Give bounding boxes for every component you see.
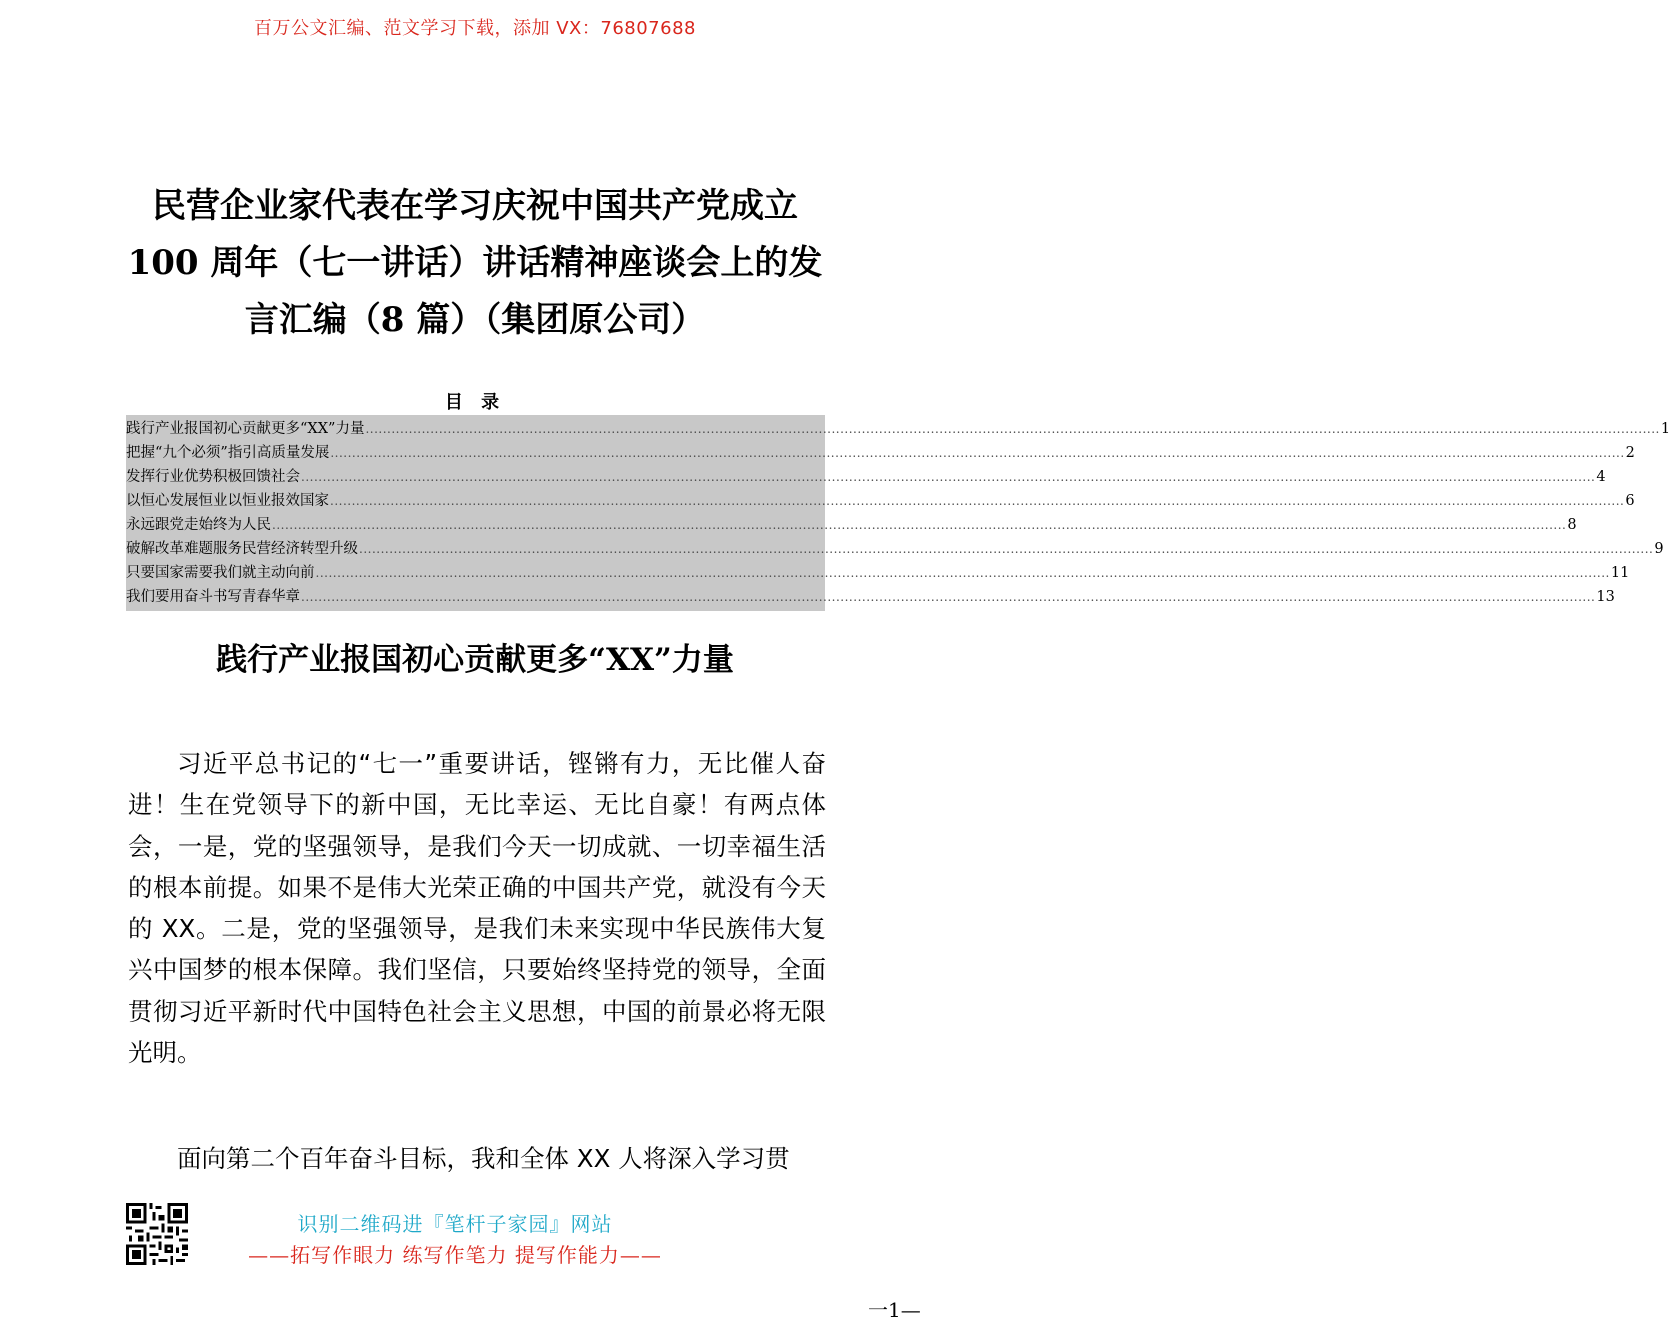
- toc-entry-page: 2: [1625, 445, 1635, 461]
- qr-code-icon: [126, 1203, 188, 1265]
- toc-entry-page: 4: [1596, 469, 1606, 485]
- toc-entry-title: 践行产业报国初心贡献更多“XX”力量: [126, 421, 365, 437]
- footer-website-line: 识别二维码进『笔杆子家园』网站: [297, 1212, 613, 1236]
- toc-leader-dots: ............................................................................................................................................................................................................................................................................................................: [301, 590, 1596, 604]
- toc-entry[interactable]: [126, 417, 1670, 441]
- toc-entry[interactable]: [126, 441, 1635, 465]
- toc-entry[interactable]: [126, 537, 1664, 561]
- toc-entry[interactable]: [126, 561, 1630, 585]
- toc-entry-title: 把握“九个必须”指引高质量发展: [126, 445, 330, 461]
- toc-entry-title: 发挥行业优势积极回馈社会: [126, 469, 300, 485]
- toc-entry[interactable]: [126, 489, 1635, 513]
- toc-heading: 目 录: [444, 392, 506, 413]
- toc-entry-title: 我们要用奋斗书写青春华章: [126, 589, 300, 605]
- toc-entry-page: 8: [1567, 517, 1577, 533]
- table-of-contents: [126, 415, 1670, 611]
- toc-leader-dots: ............................................................................................................................................................................................................................................................................................................: [330, 446, 1625, 460]
- header-banner: 百万公文汇编、范文学习下载，添加 VX：76807688: [254, 18, 696, 39]
- toc-leader-dots: ............................................................................................................................................................................................................................................................................................................: [301, 470, 1596, 484]
- toc-entry[interactable]: [126, 465, 1606, 489]
- toc-entry-page: 6: [1625, 493, 1635, 509]
- toc-entry-title: 永远跟党走始终为人民: [126, 517, 271, 533]
- section-title: 践行产业报国初心贡献更多“XX”力量: [216, 642, 734, 678]
- body-paragraph-2: 面向第二个百年奋斗目标，我和全体 XX 人将深入学习贯: [177, 1144, 790, 1173]
- toc-entry-page: 1: [1660, 421, 1670, 437]
- toc-leader-dots: ............................................................................................................................................................................................................................................................................................................: [315, 566, 1610, 580]
- toc-entry-title: 破解改革难题服务民营经济转型升级: [126, 541, 358, 557]
- document-title-line-1: 民营企业家代表在学习庆祝中国共产党成立: [152, 186, 798, 226]
- toc-entry-page: 13: [1596, 589, 1615, 605]
- page-number: 一1—: [868, 1298, 921, 1322]
- toc-entry-page: 9: [1654, 541, 1664, 557]
- toc-entry[interactable]: [126, 585, 1615, 609]
- document-title-line-3: 言汇编（8 篇）（集团原公司）: [244, 300, 706, 340]
- footer-slogan-line: ——拓写作眼力 练写作笔力 提写作能力——: [248, 1243, 662, 1267]
- document-title-line-2: 100 周年（七一讲话）讲话精神座谈会上的发: [127, 243, 823, 283]
- toc-entry[interactable]: [126, 513, 1577, 537]
- toc-entry-title: 以恒心发展恒业以恒业报效国家: [126, 493, 329, 509]
- toc-leader-dots: ............................................................................................................................................................................................................................................................................................................: [272, 518, 1567, 532]
- body-paragraph-1: 习近平总书记的“七一”重要讲话，铿锵有力，无比催人奋进！生在党领导下的新中国，无比幸运、无比自豪！有两点体会，一是，党的坚强领导，是我们今天一切成就、一切幸福生活的根本前提。如果不是伟大光荣正确的中国共产党，就没有今天的 XX。二是，党的坚强领导，是我们未来实现中华民族伟大复兴中国梦的根本保障。我们坚信，只要始终坚持党的领导，全面贯彻习近平新时代中国特色社会主义思想，中国的前景必将无限光明。: [128, 749, 826, 1068]
- toc-entry-title: 只要国家需要我们就主动向前: [126, 565, 315, 581]
- toc-leader-dots: ............................................................................................................................................................................................................................................................................................................: [365, 422, 1660, 436]
- toc-leader-dots: ............................................................................................................................................................................................................................................................................................................: [330, 494, 1625, 508]
- document-title: [120, 178, 830, 349]
- toc-entry-page: 11: [1610, 565, 1630, 581]
- toc-leader-dots: ............................................................................................................................................................................................................................................................................................................: [359, 542, 1654, 556]
